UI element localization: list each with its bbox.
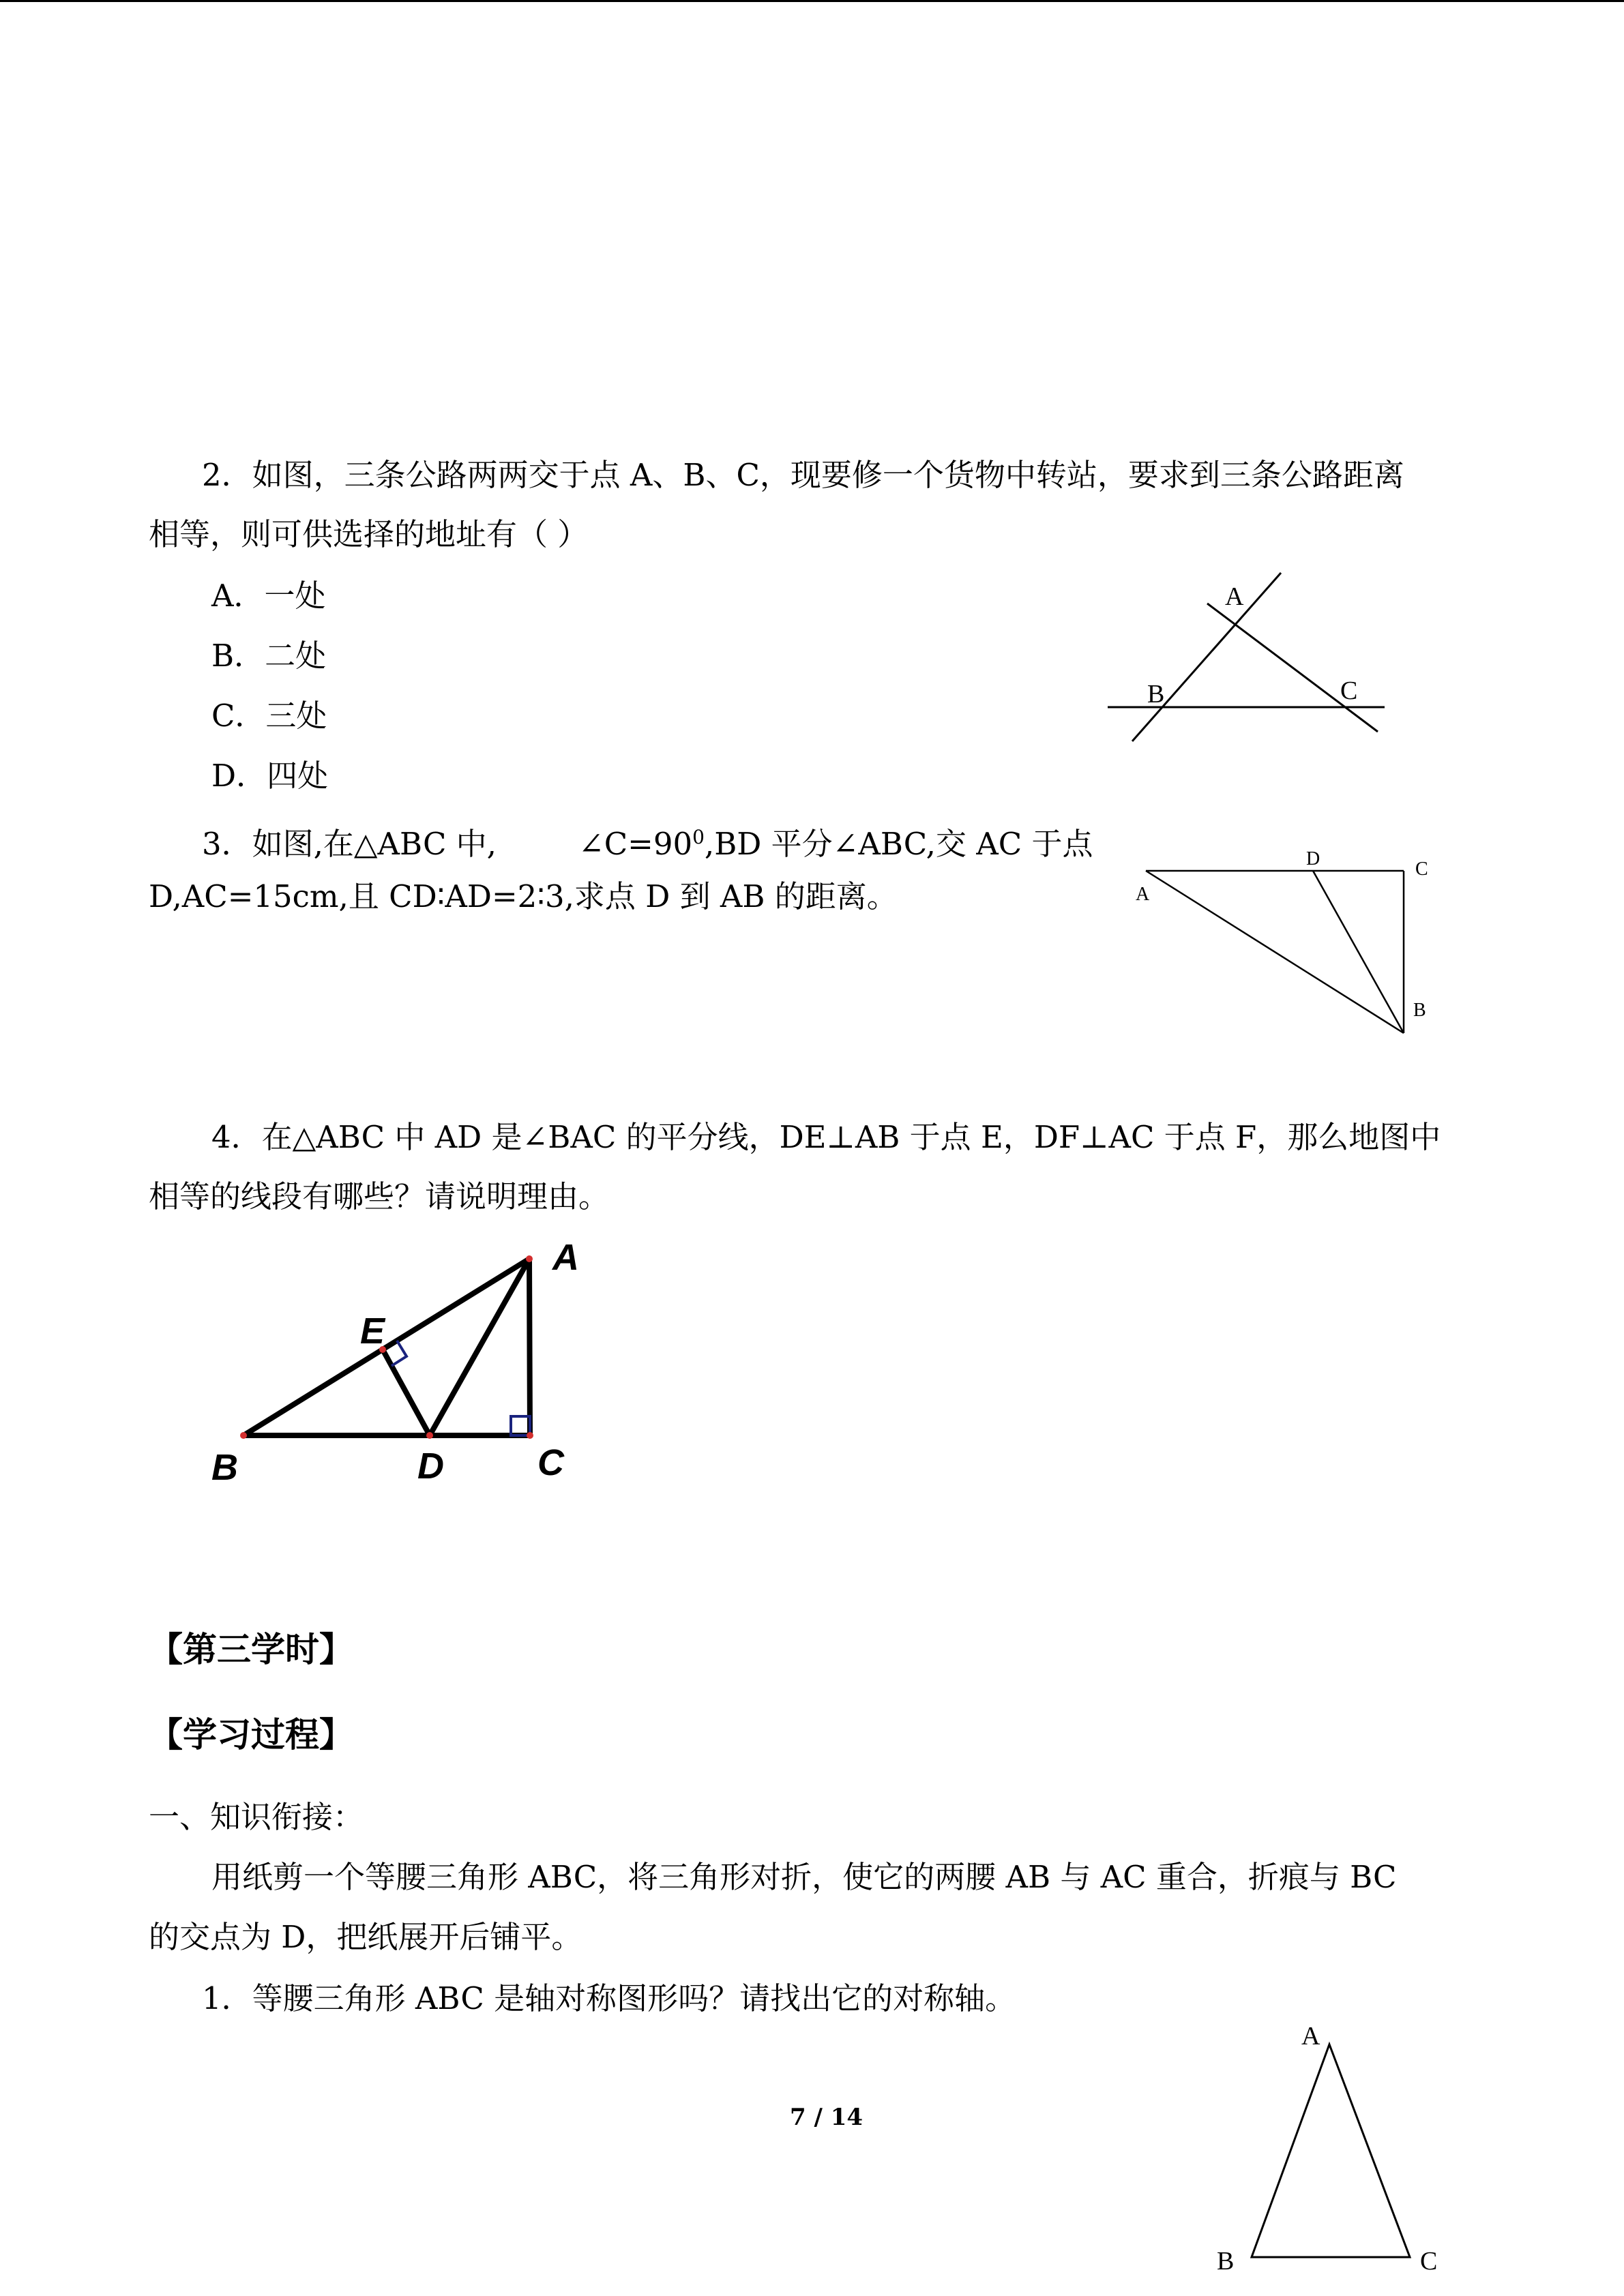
q3-triangle-figure [1125,846,1439,1043]
q2-line2: 相等，则可供选择的地址有（ ） [149,516,589,552]
q4-label-a: A [552,1237,579,1278]
q4-point-a [526,1255,533,1262]
iso-label-b: B [1217,2247,1235,2276]
q3-label-a: A [1136,884,1150,905]
q3-line1 [202,816,1093,865]
heading-third-lesson: 【第三学时】 [149,1630,353,1669]
q4-side-ac [529,1259,530,1435]
isosceles-triangle-figure [1207,2012,1466,2284]
q2-label-a: A [1225,582,1244,611]
road-ac [1207,603,1378,732]
q4-line1: 4．在△ABC 中 AD 是∠BAC 的平分线，DE⊥AB 于点 E，DF⊥AC 于点 F，那么地图中 [211,1119,1441,1155]
item-1: 1．等腰三角形 ABC 是轴对称图形吗？请找出它的对称轴。 [202,1980,1016,2016]
top-rule [0,0,1624,2]
iso-label-c: C [1420,2247,1438,2276]
q2-roads-figure [1091,566,1391,750]
q4-label-e: E [360,1311,385,1352]
q4-line2: 相等的线段有哪些？请说明理由。 [149,1178,610,1214]
q2-line1: 2．如图，三条公路两两交于点 A、B、C，现要修一个货物中转站，要求到三条公路距离 [202,457,1404,493]
q2-label-c: C [1340,676,1358,705]
q3-line1-part-a: 3．如图,在△ABC 中, [202,826,497,862]
q2-option-b: B．二处 [211,638,327,674]
iso-label-a: A [1301,2022,1320,2051]
q4-triangle-figure [205,1237,587,1493]
q3-label-b: B [1413,1000,1426,1021]
q3-line2: D,AC=15cm,且 CD∶AD=2∶3,求点 D 到 AB 的距离。 [149,878,898,914]
q2-option-a: A．一处 [211,578,326,614]
q3-line1-part-c: ,BD 平分∠ABC,交 AC 于点 [704,826,1093,862]
q4-bisector-ad [430,1259,529,1435]
heading-learning-process: 【学习过程】 [149,1715,353,1755]
q4-perpendicular-de [383,1350,430,1435]
q4-label-b: B [211,1447,238,1488]
q2-label-b: B [1147,680,1165,709]
q3-label-d: D [1306,848,1320,869]
paragraph-line2: 的交点为 D，把纸展开后铺平。 [149,1919,582,1955]
isosceles-triangle [1252,2044,1410,2257]
q4-point-b [240,1432,247,1439]
paragraph-line1: 用纸剪一个等腰三角形 ABC，将三角形对折，使它的两腰 AB 与 AC 重合，折痕与 BC [211,1859,1397,1895]
q3-label-c: C [1415,859,1428,880]
page-number: 7 / 14 [790,2104,863,2131]
q3-side-ab [1146,871,1404,1033]
knowledge-link-heading: 一、知识衔接： [149,1799,364,1835]
q4-right-angle-mark-c [511,1416,530,1435]
q3-bisector-bd [1313,871,1404,1033]
q4-label-d: D [417,1446,444,1487]
q4-label-c: C [537,1442,564,1483]
q3-line1-part-b: ∠C=90 [578,826,693,862]
q4-side-ab [243,1259,529,1435]
q4-point-c [527,1432,533,1439]
road-ab [1132,573,1281,741]
q3-degree-sup: 0 [692,826,705,848]
q4-point-d [426,1432,433,1439]
q2-option-c: C．三处 [211,698,327,734]
q2-option-d: D．四处 [211,758,329,794]
